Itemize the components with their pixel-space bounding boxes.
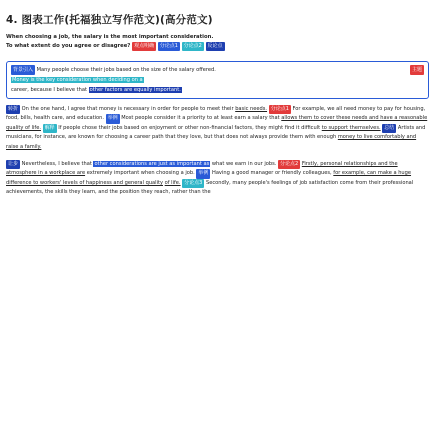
body-paragraph-1: 转折 On the one hand, I agree that money is necessary in order for people to meet their basic needs. 分论点1 For example, we all need money to pay for housing, food, bills, health care, and education. 举例 Most people consider it a priority to at least earn a salary that allows them to cover these needs and have a reasonable quality of life. 解释 If people chose their jobs based on enjoyment or other non-financial factors, they might find it difficult to support themselves. 总结 Artists and musicians, for instance, are known for choosing a career path that they love, but that does not always provide them with enough money to live comfortably and raise a family. [6, 106, 428, 150]
prompt-line-1: When choosing a job, the salary is the most important consideration. [6, 34, 214, 40]
prompt-line-2: To what extent do you agree or disagree? 观点明确 分论点1 分论点2 反论点 [6, 43, 223, 49]
tag-3: 反论点 [207, 43, 223, 49]
tag-0: 观点明确 [134, 43, 155, 49]
body-paragraph-2: 让步 Nevertheless, I believe that other considerations are just as important as what we earn in our jobs. 分论点2 Firstly, personal relationships and the atmosphere in a workplace are extremely important when choosing a job. 举例 Having a good manager or friendly colleagues, for example, can make a huge difference to workers' levels of happiness and general quality of life. 分论点3 Secondly, many people's feelings of job satisfaction come from their professional achievements, the skills they learn, and the position they reach, rather than the [6, 161, 414, 196]
tag-2: 分论点2 [183, 43, 202, 49]
intro-line-3: career, because I believe that other factors are equally important. [11, 87, 181, 93]
tag-1: 分论点1 [159, 43, 178, 49]
intro-line-2: Money is the key consideration when deciding on a [12, 77, 143, 83]
intro-line-1: 背景引入 Many people choose their jobs based on the size of the salary offered. 主题 [13, 67, 422, 73]
page-title: 4. 图表工作(托福独立写作范文)(高分范文) [6, 14, 213, 26]
intro-box [6, 61, 429, 99]
